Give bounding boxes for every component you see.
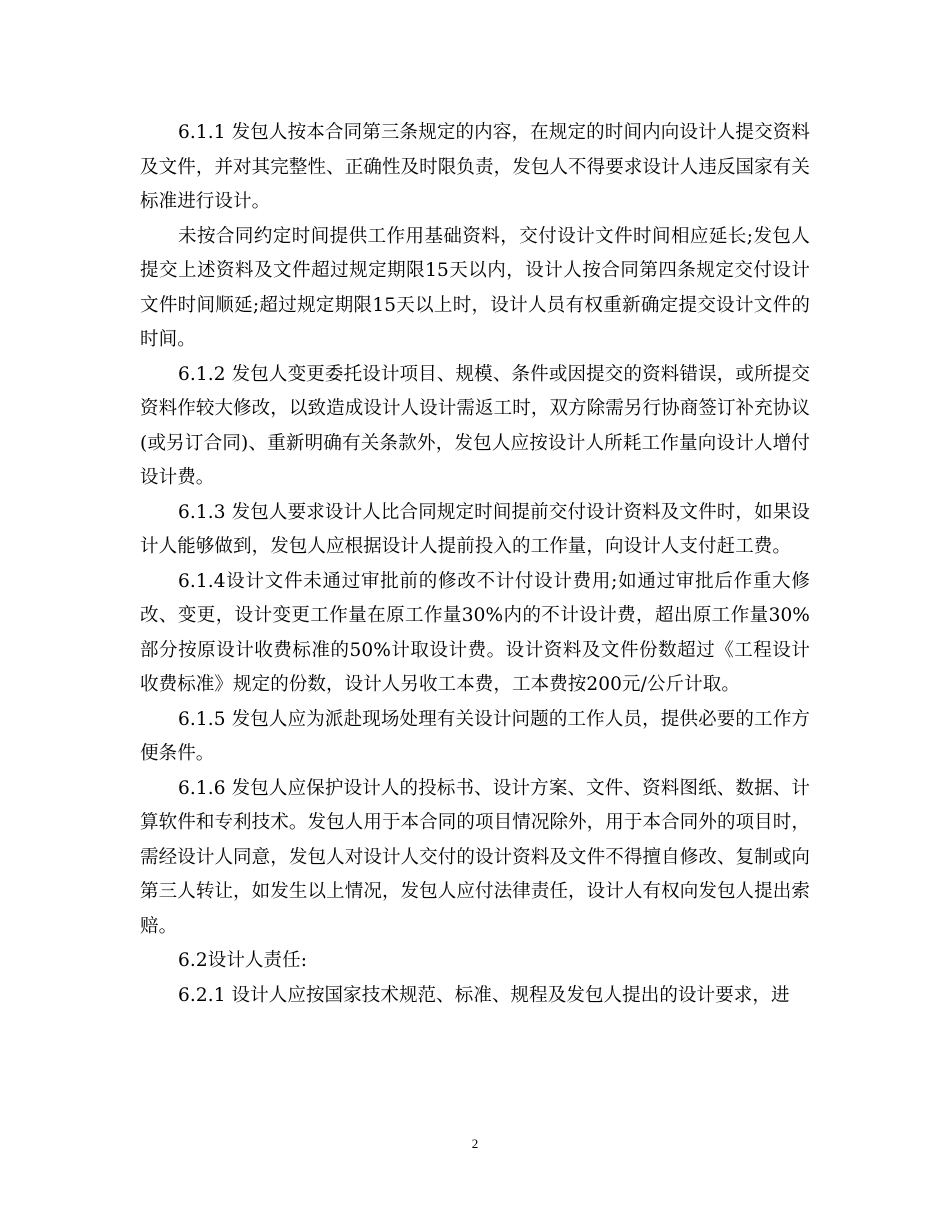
paragraph-6-1-6: 6.1.6 发包人应保护设计人的投标书、设计方案、文件、资料图纸、数据、计算软件和专利技术。发包人用于本合同的项目情况除外，用于本合同外的项目时，需经设计人同意，发包人对设计人交付的设计资料及文件不得擅自修改、复制或向第三人转让，如发生以上情况，发包人应付法律责任，设计人有权向发包人提出索赔。	[140, 777, 810, 937]
document-body	[140, 116, 810, 1013]
section-heading-6-2: 6.2设计人责任:	[178, 950, 308, 971]
paragraph-6-1-5: 6.1.5 发包人应为派赴现场处理有关设计问题的工作人员，提供必要的工作方便条件。	[140, 708, 810, 764]
paragraph-delay-terms: 未按合同约定时间提供工作用基础资料，交付设计文件时间相应延长;发包人提交上述资料及文件超过规定期限15天以内，设计人按合同第四条规定交付设计文件时间顺延;超过规定期限15天以上时，设计人员有权重新确定提交设计文件的时间。	[140, 225, 810, 350]
paragraph-6-2-1: 6.2.1 设计人应按国家技术规范、标准、规程及发包人提出的设计要求，进	[178, 984, 790, 1006]
paragraph-6-1-1: 6.1.1 发包人按本合同第三条规定的内容，在规定的时间内向设计人提交资料及文件，并对其完整性、正确性及时限负责，发包人不得要求设计人违反国家有关标准进行设计。	[140, 122, 810, 212]
paragraph-6-1-4: 6.1.4设计文件未通过审批前的修改不计付设计费用;如通过审批后作重大修改、变更，设计变更工作量在原工作量30%内的不计设计费，超出原工作量30%部分按原设计收费标准的50%计取设计费。设计资料及文件份数超过《工程设计收费标准》规定的份数，设计人另收工本费，工本费按200元/公斤计取。	[140, 570, 810, 695]
paragraph-6-1-2: 6.1.2 发包人变更委托设计项目、规模、条件或因提交的资料错误，或所提交资料作较大修改，以致造成设计人设计需返工时，双方除需另行协商签订补充协议(或另订合同)、重新明确有关条款外，发包人应按设计人所耗工作量向设计人增付设计费。	[140, 363, 810, 488]
paragraph-6-1-3: 6.1.3 发包人要求设计人比合同规定时间提前交付设计资料及文件时，如果设计人能够做到，发包人应根据设计人提前投入的工作量，向设计人支付赶工费。	[140, 501, 810, 557]
page-number: 2	[471, 1136, 479, 1151]
